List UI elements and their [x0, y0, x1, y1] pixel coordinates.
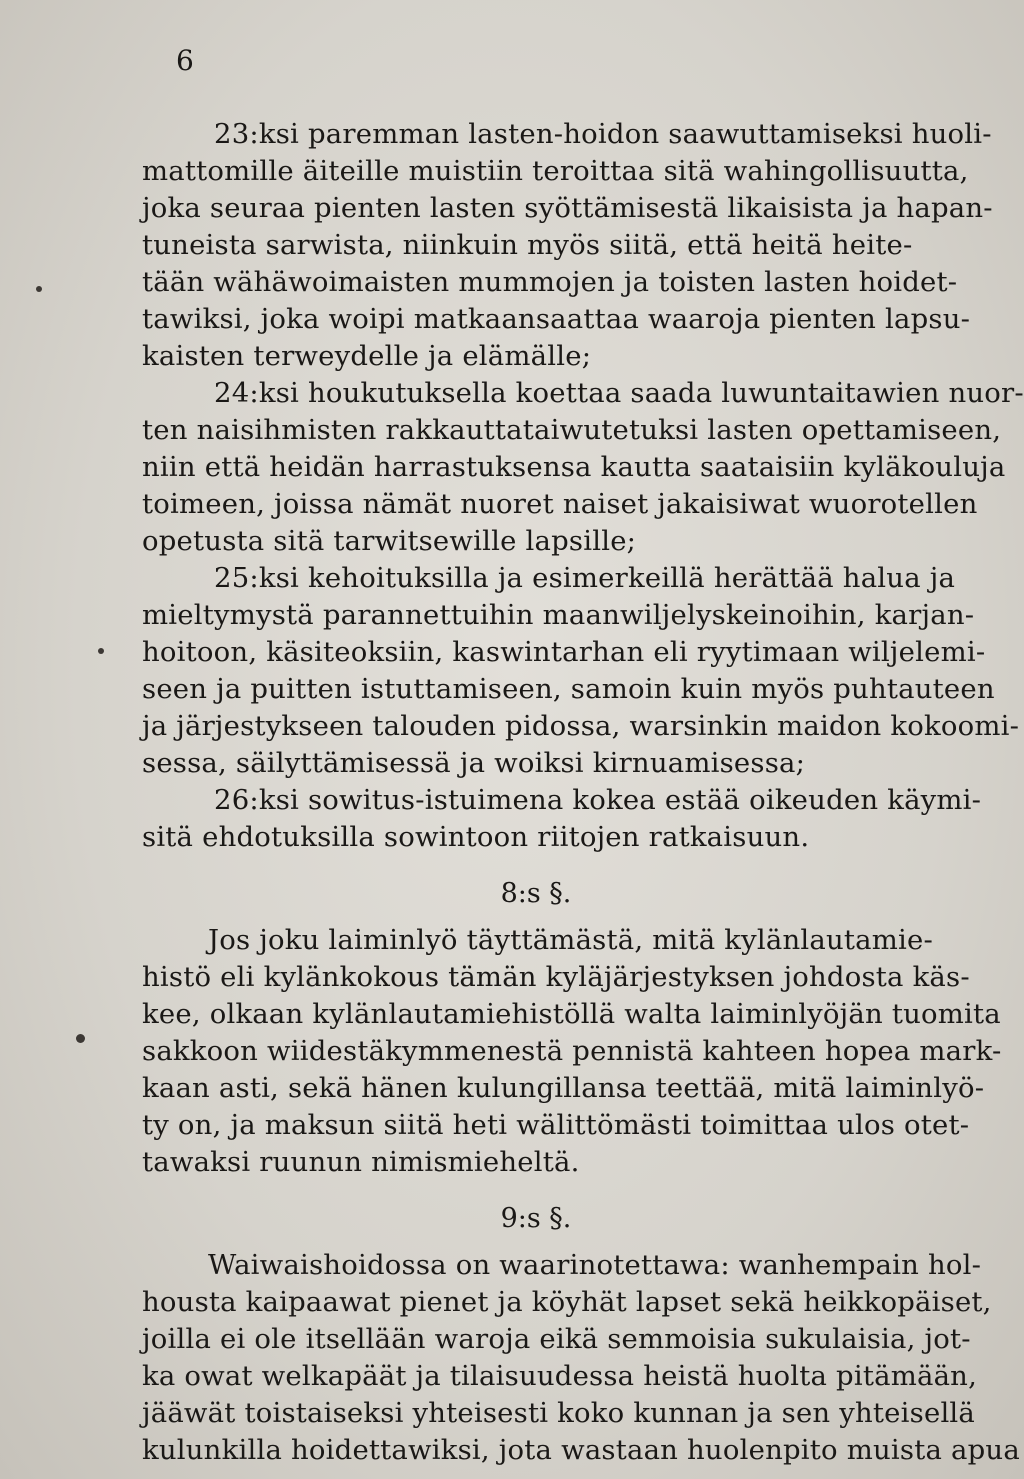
- text-line: seen ja puitten istuttamiseen, samoin kuin myös puhtauteen: [142, 673, 995, 705]
- text-line: opetusta sitä tarwitsewille lapsille;: [142, 525, 637, 557]
- text-line: kulunkilla hoidettawiksi, jota wastaan huolenpito muista apua: [142, 1434, 1020, 1466]
- text-line: niin että heidän harrastuksensa kautta saataisiin kyläkouluja: [142, 451, 1006, 483]
- text-line: sitä ehdotuksilla sowintoon riitojen ratkaisuun.: [142, 821, 810, 853]
- text-line: sakkoon wiidestäkymmenestä pennistä kahteen hopea mark-: [142, 1035, 1002, 1067]
- text-line: ten naisihmisten rakkauttataiwutetuksi lasten opettamiseen,: [142, 414, 1002, 446]
- text-line: kaisten terweydelle ja elämälle;: [142, 340, 592, 372]
- text-line: tawaksi ruunun nimismieheltä.: [142, 1146, 580, 1178]
- text-line: ty on, ja maksun siitä heti wälittömästi toimittaa ulos otet-: [142, 1109, 970, 1141]
- text-line: kaan asti, sekä hänen kulungillansa teettää, mitä laiminlyö-: [142, 1072, 985, 1104]
- text-line: Jos joku laiminlyö täyttämästä, mitä kylänlautamie-: [208, 924, 933, 956]
- section-heading: 8:s §.: [500, 878, 572, 909]
- text-line: 24:ksi houkutuksella koettaa saada luwuntaitawien nuor-: [214, 377, 1024, 409]
- ink-speck: [98, 648, 104, 654]
- text-line: ja järjestykseen talouden pidossa, warsinkin maidon kokoomi-: [142, 710, 1020, 742]
- text-line: 23:ksi paremman lasten-hoidon saawuttamiseksi huoli-: [214, 118, 992, 150]
- text-line: ka owat welkapäät ja tilaisuudessa heistä huolta pitämään,: [142, 1360, 978, 1392]
- text-line: 25:ksi kehoituksilla ja esimerkeillä herättää halua ja: [214, 562, 956, 594]
- ink-speck: [36, 286, 42, 292]
- text-line: hoitoon, käsiteoksiin, kaswintarhan eli ryytimaan wiljelemi-: [142, 636, 986, 668]
- text-line: tään wähäwoimaisten mummojen ja toisten lasten hoidet-: [142, 266, 958, 298]
- text-line: housta kaipaawat pienet ja köyhät lapset sekä heikkopäiset,: [142, 1286, 992, 1318]
- text-line: sessa, säilyttämisessä ja woiksi kirnuamisessa;: [142, 747, 806, 779]
- text-line: Waiwaishoidossa on waarinotettawa: wanhempain hol-: [208, 1249, 982, 1281]
- text-line: joka seuraa pienten lasten syöttämisestä likaisista ja hapan-: [142, 192, 993, 224]
- section-heading: 9:s §.: [500, 1203, 572, 1234]
- text-line: toimeen, joissa nämät nuoret naiset jakaisiwat wuorotellen: [142, 488, 978, 520]
- text-line: jääwät toistaiseksi yhteisesti koko kunnan ja sen yhteisellä: [142, 1397, 976, 1429]
- text-line: 26:ksi sowitus-istuimena kokea estää oikeuden käymi-: [214, 784, 982, 816]
- text-line: mattomille äiteille muistiin teroittaa sitä wahingollisuutta,: [142, 155, 969, 187]
- body-text: [142, 116, 1024, 1469]
- text-line: tawiksi, joka woipi matkaansaattaa waaroja pienten lapsu-: [142, 303, 971, 335]
- ink-speck: [76, 1034, 85, 1043]
- text-line: tuneista sarwista, niinkuin myös siitä, että heitä heite-: [142, 229, 913, 261]
- text-line: kee, olkaan kylänlautamiehistöllä walta laiminlyöjän tuomita: [142, 998, 1001, 1030]
- page-number: 6: [176, 44, 194, 77]
- text-line: joilla ei ole itsellään waroja eikä semmoisia sukulaisia, jot-: [142, 1323, 971, 1355]
- text-line: histö eli kylänkokous tämän kyläjärjestyksen johdosta käs-: [142, 961, 970, 993]
- text-line: mieltymystä parannettuihin maanwiljelyskeinoihin, karjan-: [142, 599, 975, 631]
